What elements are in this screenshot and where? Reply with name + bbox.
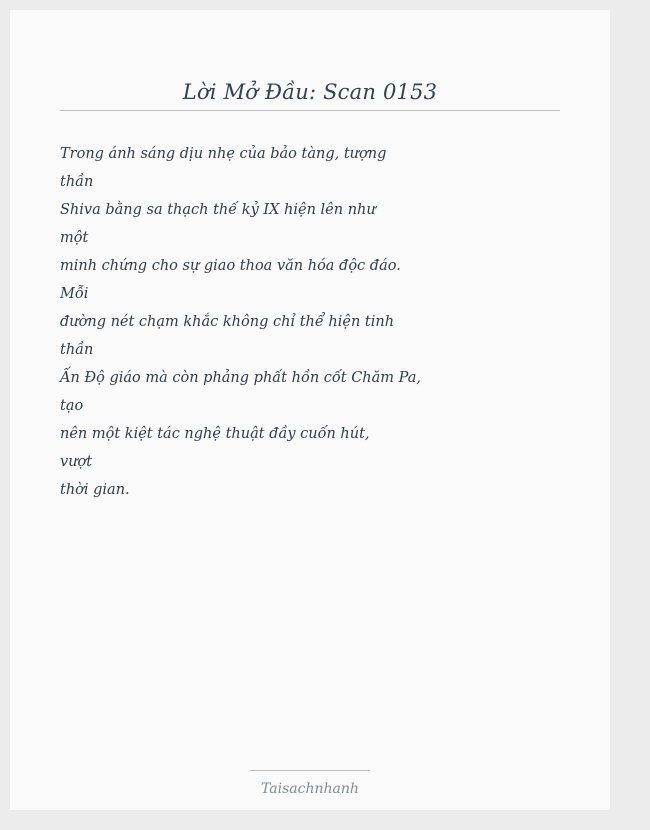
page-title: Lời Mở Đầu: Scan 0153: [182, 80, 438, 104]
text-line: thời gian.: [60, 482, 130, 498]
text-line: Ấn Độ giáo mà còn phảng phất hồn cốt Chăm Pa,: [60, 370, 421, 386]
text-line: Shiva bằng sa thạch thế kỷ IX hiện lên như: [60, 202, 376, 218]
text-line: một: [60, 230, 89, 246]
text-line: đường nét chạm khắc không chỉ thể hiện tinh: [60, 314, 395, 330]
text-line: thần: [60, 342, 94, 358]
footer-divider: [250, 770, 370, 771]
text-line: tạo: [60, 398, 84, 414]
document-page: [10, 10, 610, 810]
text-line: nên một kiệt tác nghệ thuật đầy cuốn hút,: [60, 426, 370, 442]
text-line: thần: [60, 174, 94, 190]
body-text: [60, 140, 421, 504]
text-line: Mỗi: [60, 286, 89, 302]
footer-brand: Taisachnhanh: [261, 781, 359, 797]
text-line: vượt: [60, 454, 93, 470]
title-divider: [60, 110, 560, 111]
text-line: Trong ánh sáng dịu nhẹ của bảo tàng, tượng: [60, 146, 387, 162]
text-line: minh chứng cho sự giao thoa văn hóa độc đáo.: [60, 258, 401, 274]
